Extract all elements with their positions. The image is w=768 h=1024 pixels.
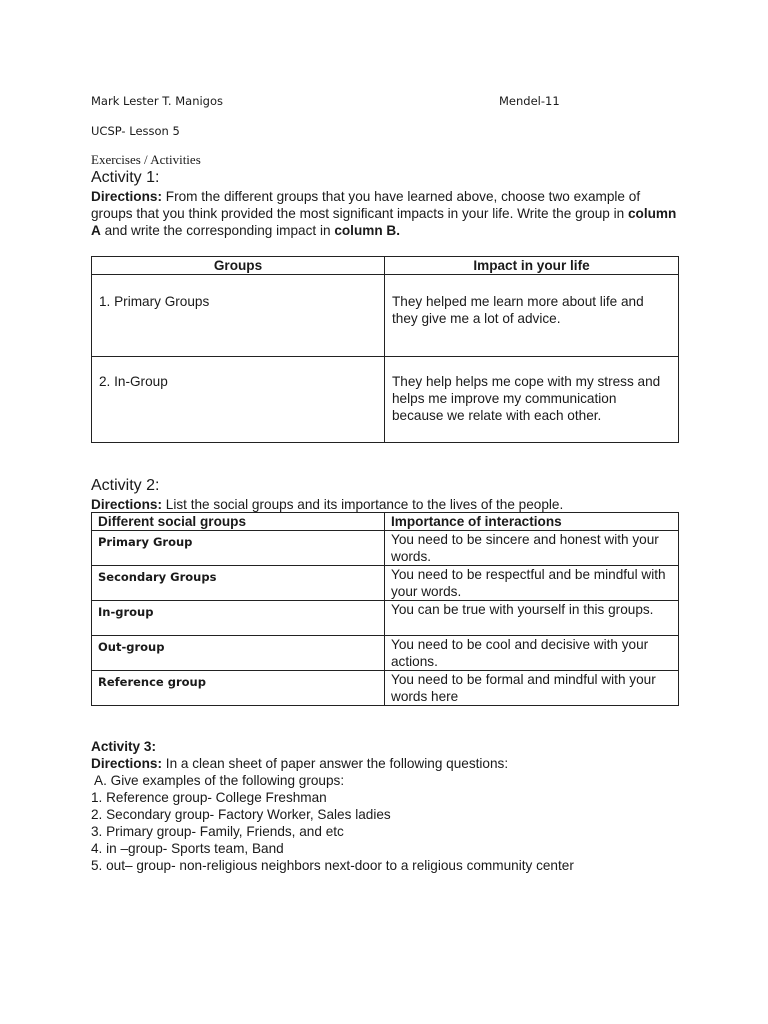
list-item: 3. Primary group- Family, Friends, and etc [91, 824, 344, 839]
table-row [92, 531, 679, 566]
activity-1-title: Activity 1: [91, 169, 160, 186]
activity-3-directions [91, 755, 691, 772]
table-header: Impact in your life [385, 257, 679, 275]
student-section: Mendel-11 [499, 94, 560, 108]
directions-text: From the different groups that you have learned above, choose two example of groups that you think provided the most significant impacts in your life. Write the group in [91, 189, 641, 221]
table-row [92, 566, 679, 601]
activity-2-table [91, 512, 679, 706]
list-item: 5. out– group- non-religious neighbors next-door to a religious community center [91, 858, 574, 873]
table-row [92, 275, 679, 357]
table-cell: Primary Group [92, 531, 385, 566]
activity-3-title-text: Activity 3: [91, 739, 156, 754]
lesson-title: UCSP- Lesson 5 [91, 124, 180, 138]
list-item: 1. Reference group- College Freshman [91, 790, 327, 805]
directions-text: List the social groups and its importance to the lives of the people. [162, 497, 564, 512]
table-cell: Secondary Groups [92, 566, 385, 601]
list-item: 2. Secondary group- Factory Worker, Sales ladies [91, 807, 391, 822]
directions-text: In a clean sheet of paper answer the following questions: [162, 756, 509, 771]
table-header: Importance of interactions [385, 513, 679, 531]
table-cell: Out-group [92, 636, 385, 671]
table-cell: You need to be cool and decisive with your actions. [385, 636, 679, 671]
exercises-heading: Exercises / Activities [91, 152, 201, 167]
column-b-label: column B. [334, 223, 401, 238]
table-row [92, 671, 679, 706]
table-cell: You need to be formal and mindful with your words here [385, 671, 679, 706]
table-cell: They help helps me cope with my stress and helps me improve my communication because we relate with each other. [385, 357, 679, 443]
table-cell: Reference group [92, 671, 385, 706]
table-header: Groups [92, 257, 385, 275]
table-row [92, 636, 679, 671]
table-header: Different social groups [92, 513, 385, 531]
directions-label: Directions: [91, 189, 163, 204]
directions-label: Directions: [91, 497, 163, 512]
directions-text: and write the corresponding impact in [100, 223, 335, 238]
table-row [92, 601, 679, 636]
table-cell: You need to be sincere and honest with your words. [385, 531, 679, 566]
table-cell: They helped me learn more about life and they give me a lot of advice. [385, 275, 679, 357]
student-name: Mark Lester T. Manigos [91, 94, 224, 108]
activity-1-table [91, 256, 679, 443]
activity-3-title [91, 738, 156, 755]
table-cell: 1. Primary Groups [92, 275, 385, 357]
table-cell: 2. In-Group [92, 357, 385, 443]
table-cell: You can be true with yourself in this groups. [385, 601, 679, 636]
table-row [92, 357, 679, 443]
list-item: 4. in –group- Sports team, Band [91, 841, 284, 856]
table-cell: You need to be respectful and be mindful with your words. [385, 566, 679, 601]
column-a-label: column A [91, 206, 677, 238]
directions-label: Directions: [91, 756, 163, 771]
activity-3-intro: A. Give examples of the following groups: [91, 773, 345, 788]
table-cell: In-group [92, 601, 385, 636]
activity-2-title: Activity 2: [91, 477, 160, 494]
activity-1-directions [91, 188, 681, 239]
activity-2-directions [91, 496, 681, 513]
